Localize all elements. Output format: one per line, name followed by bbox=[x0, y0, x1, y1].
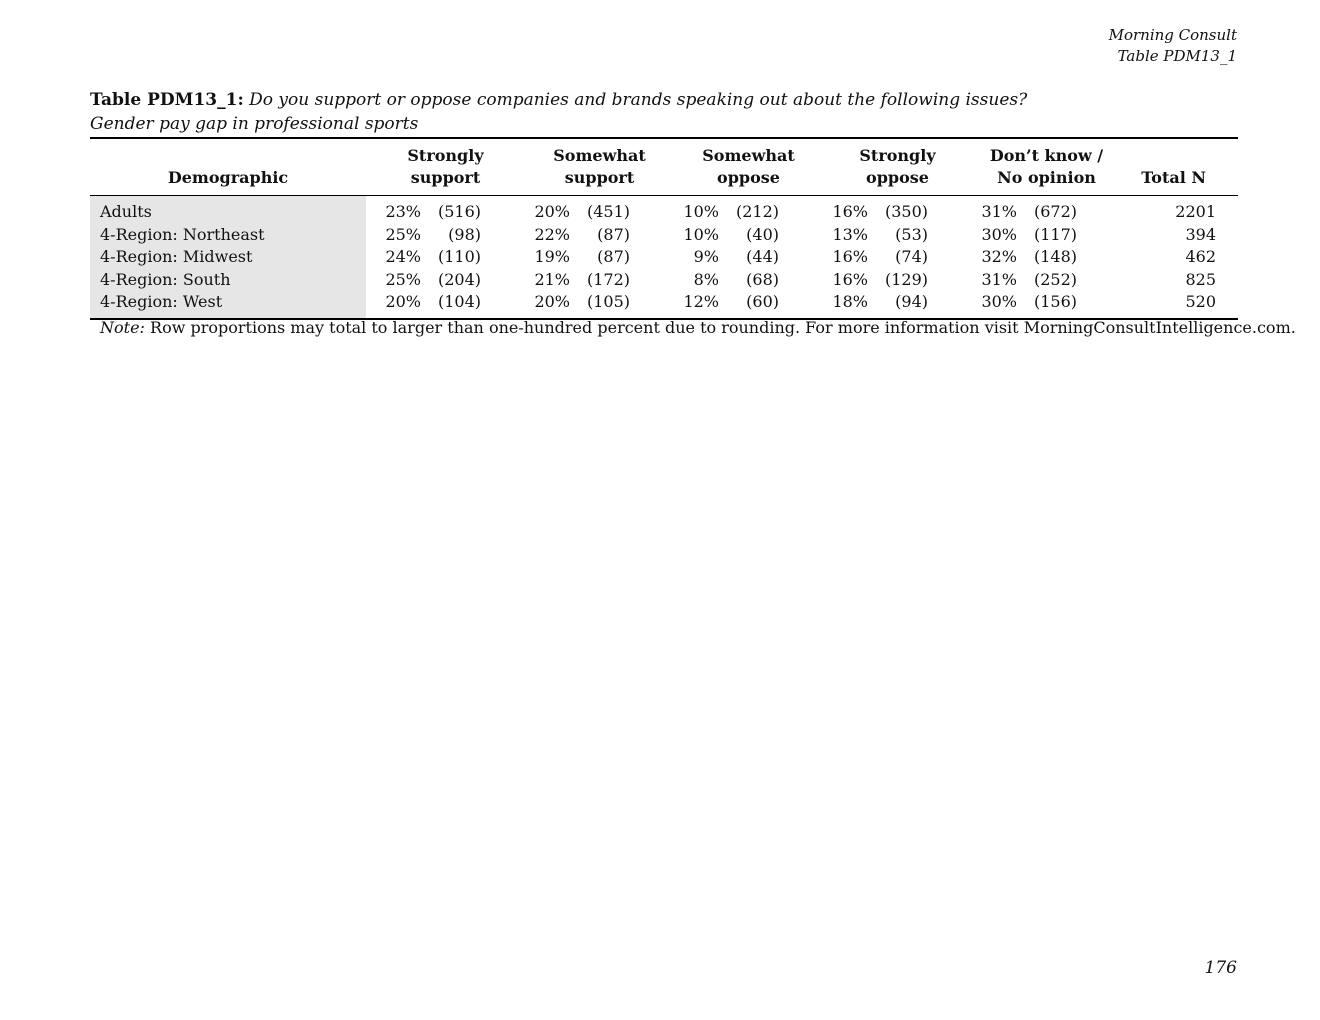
cell-dk-n: (148) bbox=[1033, 247, 1077, 266]
cell-label: 4-Region: Midwest bbox=[90, 246, 366, 269]
col-header-strongly-oppose bbox=[823, 138, 972, 196]
cell-swo-pct: 10% bbox=[683, 224, 719, 244]
cell-spacer bbox=[928, 246, 972, 269]
cell-dk-pct: 31% bbox=[981, 202, 1017, 221]
cell-spacer bbox=[366, 196, 376, 224]
cell-sws-n: (105) bbox=[570, 291, 630, 319]
cell-spacer bbox=[779, 196, 823, 224]
table-title-label: Table PDM13_1: bbox=[90, 90, 244, 110]
cell-spacer bbox=[779, 291, 823, 319]
col-header-total: Total N bbox=[1121, 138, 1238, 196]
cell-spacer bbox=[630, 269, 674, 292]
table-row bbox=[90, 246, 1238, 269]
cell-sws-pct: 20% bbox=[525, 291, 570, 319]
cell-ss-pct: 25% bbox=[385, 224, 421, 244]
cell-spacer bbox=[630, 246, 674, 269]
cell-spacer bbox=[630, 291, 674, 319]
table-row bbox=[90, 196, 1238, 224]
cell-dk-n: (156) bbox=[1017, 291, 1077, 319]
col-header-line: Somewhat bbox=[553, 146, 646, 165]
table-note bbox=[100, 318, 1296, 338]
cell-spacer bbox=[366, 291, 376, 319]
table-row bbox=[90, 269, 1238, 292]
cell-so-pct: 18% bbox=[823, 291, 868, 319]
col-header-line: Strongly bbox=[407, 146, 484, 165]
cell-ss-n: (110) bbox=[437, 247, 481, 266]
col-header-strongly-support bbox=[366, 138, 525, 196]
cell-so-n: (129) bbox=[884, 269, 928, 289]
cell-spacer bbox=[779, 246, 823, 269]
col-header-somewhat-oppose bbox=[674, 138, 823, 196]
cell-dk-n: (117) bbox=[1033, 224, 1077, 244]
col-header-line: Don’t know / bbox=[989, 146, 1104, 165]
cell-swo-n: (212) bbox=[735, 202, 779, 221]
table-row bbox=[90, 291, 1238, 319]
col-header-line: Somewhat bbox=[702, 146, 795, 165]
table-body bbox=[90, 196, 1238, 319]
cell-swo-pct: 9% bbox=[693, 247, 719, 266]
cell-label: 4-Region: South bbox=[90, 269, 366, 292]
cell-spacer bbox=[366, 224, 376, 247]
cell-sws-n: (87) bbox=[597, 247, 630, 266]
cell-so-pct: 16% bbox=[832, 202, 868, 221]
col-header-line: support bbox=[564, 168, 635, 187]
cell-spacer bbox=[779, 224, 823, 247]
cell-swo-pct: 10% bbox=[683, 202, 719, 221]
cell-ss-n: (98) bbox=[448, 224, 481, 244]
crosstab-table bbox=[90, 137, 1238, 320]
col-header-line: Strongly bbox=[859, 146, 936, 165]
col-header-somewhat-support bbox=[525, 138, 674, 196]
cell-sws-pct: 22% bbox=[534, 224, 570, 244]
cell-sws-n: (451) bbox=[586, 202, 630, 221]
cell-spacer bbox=[481, 196, 525, 224]
cell-spacer bbox=[481, 269, 525, 292]
cell-so-n: (74) bbox=[895, 247, 928, 266]
cell-sws-pct: 20% bbox=[534, 202, 570, 221]
cell-swo-n: (44) bbox=[746, 247, 779, 266]
cell-total: 394 bbox=[1185, 224, 1216, 244]
table-title bbox=[90, 88, 1238, 136]
cell-so-n: (350) bbox=[884, 202, 928, 221]
cell-dk-pct: 30% bbox=[972, 291, 1017, 319]
cell-sws-n: (172) bbox=[586, 269, 630, 289]
cell-swo-n: (60) bbox=[719, 291, 779, 319]
cell-so-pct: 16% bbox=[832, 269, 868, 289]
header-org: Morning Consult bbox=[1108, 26, 1237, 44]
cell-ss-n: (104) bbox=[421, 291, 481, 319]
cell-total: 462 bbox=[1185, 247, 1216, 266]
cell-dk-pct: 32% bbox=[981, 247, 1017, 266]
cell-spacer bbox=[1077, 269, 1121, 292]
cell-ss-pct: 24% bbox=[385, 247, 421, 266]
cell-so-n: (94) bbox=[868, 291, 928, 319]
cell-spacer bbox=[1077, 196, 1121, 224]
col-header-line: support bbox=[410, 168, 481, 187]
cell-total: 520 bbox=[1121, 291, 1238, 319]
cell-spacer bbox=[779, 269, 823, 292]
cell-spacer bbox=[928, 196, 972, 224]
cell-ss-pct: 23% bbox=[385, 202, 421, 221]
col-header-dont-know bbox=[972, 138, 1121, 196]
cell-spacer bbox=[630, 196, 674, 224]
cell-ss-pct: 25% bbox=[385, 269, 421, 289]
page-header bbox=[1109, 25, 1237, 67]
cell-spacer bbox=[481, 246, 525, 269]
cell-spacer bbox=[928, 291, 972, 319]
cell-ss-n: (204) bbox=[437, 269, 481, 289]
cell-label: 4-Region: West bbox=[90, 291, 366, 319]
note-text: Row proportions may total to larger than one-hundred percent due to rounding. For more information visit MorningConsultIntelligence.com. bbox=[150, 318, 1296, 337]
cell-ss-pct: 20% bbox=[376, 291, 421, 319]
page-number: 176 bbox=[1204, 958, 1237, 978]
cell-spacer bbox=[1077, 291, 1121, 319]
cell-dk-n: (252) bbox=[1033, 269, 1077, 289]
cell-spacer bbox=[1077, 246, 1121, 269]
cell-swo-pct: 12% bbox=[674, 291, 719, 319]
cell-swo-n: (40) bbox=[746, 224, 779, 244]
cell-dk-pct: 30% bbox=[981, 224, 1017, 244]
cell-ss-n: (516) bbox=[437, 202, 481, 221]
cell-sws-pct: 19% bbox=[534, 247, 570, 266]
cell-spacer bbox=[928, 224, 972, 247]
cell-dk-pct: 31% bbox=[981, 269, 1017, 289]
table-question: Do you support or oppose companies and brands speaking out about the following issues? bbox=[249, 90, 1028, 110]
col-header-line: oppose bbox=[866, 168, 929, 187]
cell-so-n: (53) bbox=[895, 224, 928, 244]
cell-sws-pct: 21% bbox=[534, 269, 570, 289]
table-header-row bbox=[90, 138, 1238, 196]
cell-swo-pct: 8% bbox=[693, 269, 719, 289]
cell-spacer bbox=[1077, 224, 1121, 247]
col-header-line: No opinion bbox=[997, 168, 1096, 187]
cell-spacer bbox=[366, 269, 376, 292]
cell-total: 2201 bbox=[1175, 202, 1216, 221]
header-table-ref: Table PDM13_1 bbox=[1117, 47, 1237, 65]
cell-sws-n: (87) bbox=[597, 224, 630, 244]
table-subtitle: Gender pay gap in professional sports bbox=[90, 114, 419, 134]
cell-total: 825 bbox=[1185, 269, 1216, 289]
cell-spacer bbox=[481, 224, 525, 247]
col-header-line: oppose bbox=[717, 168, 780, 187]
cell-label: Adults bbox=[90, 196, 366, 224]
cell-spacer bbox=[630, 224, 674, 247]
note-label: Note: bbox=[100, 318, 145, 337]
cell-so-pct: 13% bbox=[832, 224, 868, 244]
cell-spacer bbox=[366, 246, 376, 269]
cell-swo-n: (68) bbox=[746, 269, 779, 289]
table-row bbox=[90, 224, 1238, 247]
cell-label: 4-Region: Northeast bbox=[90, 224, 366, 247]
cell-spacer bbox=[928, 269, 972, 292]
cell-spacer bbox=[481, 291, 525, 319]
col-header-demographic: Demographic bbox=[90, 138, 366, 196]
cell-dk-n: (672) bbox=[1033, 202, 1077, 221]
cell-so-pct: 16% bbox=[832, 247, 868, 266]
